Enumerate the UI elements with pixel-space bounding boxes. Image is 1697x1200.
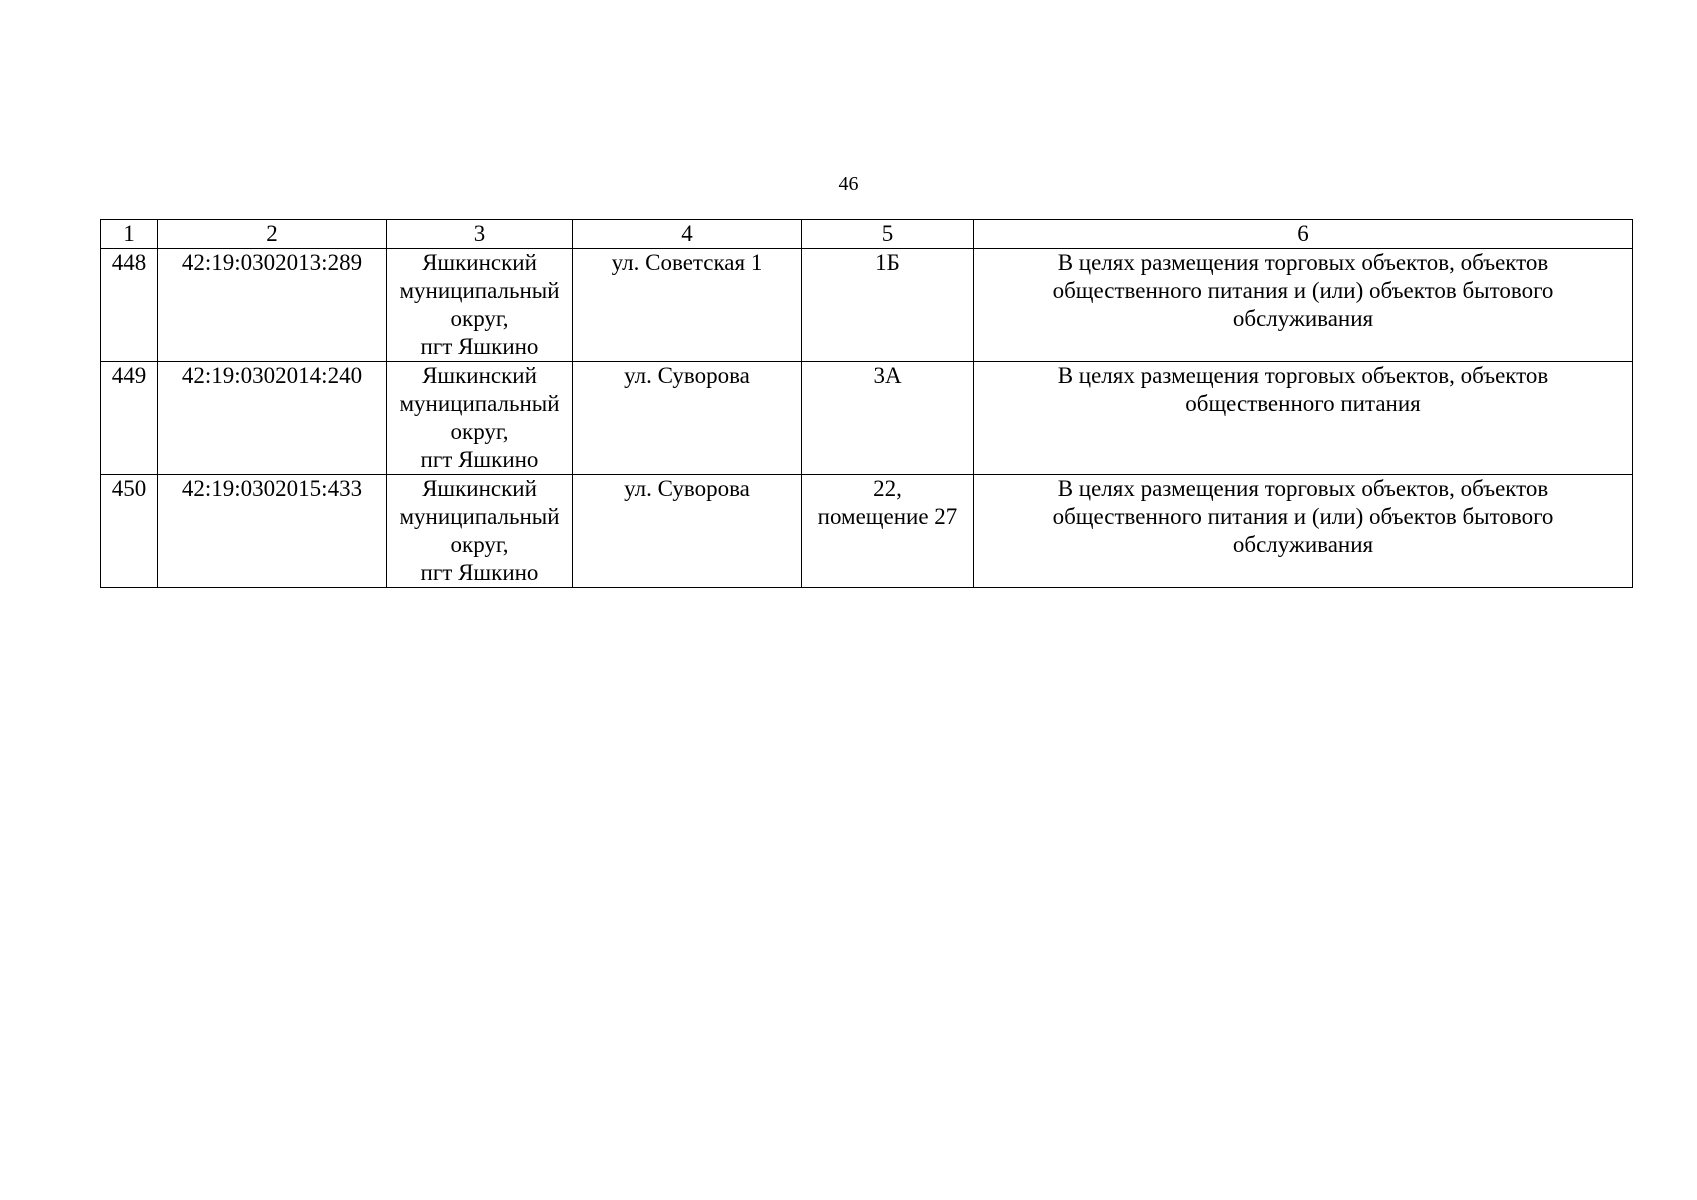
column-header-1: 1 xyxy=(101,220,158,249)
column-header-6: 6 xyxy=(974,220,1633,249)
column-header-4: 4 xyxy=(573,220,802,249)
column-header-3: 3 xyxy=(387,220,573,249)
locality-cell: Яшкинский муниципальный округ, пгт Яшкино xyxy=(387,362,573,475)
land-plots-table xyxy=(100,219,1633,588)
table-row xyxy=(101,362,1633,475)
column-header-2: 2 xyxy=(158,220,387,249)
locality-cell: Яшкинский муниципальный округ, пгт Яшкино xyxy=(387,475,573,588)
house-number-cell: 22, помещение 27 xyxy=(802,475,974,588)
purpose-cell: В целях размещения торговых объектов, объектов общественного питания и (или) объектов бытового обслуживания xyxy=(974,249,1633,362)
table-row xyxy=(101,475,1633,588)
house-number-cell: 1Б xyxy=(802,249,974,362)
purpose-cell: В целях размещения торговых объектов, объектов общественного питания xyxy=(974,362,1633,475)
cadastral-number-cell: 42:19:0302013:289 xyxy=(158,249,387,362)
table-row xyxy=(101,249,1633,362)
row-number-cell: 448 xyxy=(101,249,158,362)
page-number: 46 xyxy=(838,173,859,195)
purpose-cell: В целях размещения торговых объектов, объектов общественного питания и (или) объектов бытового обслуживания xyxy=(974,475,1633,588)
row-number-cell: 449 xyxy=(101,362,158,475)
street-cell: ул. Суворова xyxy=(573,362,802,475)
row-number-cell: 450 xyxy=(101,475,158,588)
house-number-cell: 3А xyxy=(802,362,974,475)
locality-cell: Яшкинский муниципальный округ, пгт Яшкино xyxy=(387,249,573,362)
street-cell: ул. Суворова xyxy=(573,475,802,588)
cadastral-number-cell: 42:19:0302015:433 xyxy=(158,475,387,588)
column-header-5: 5 xyxy=(802,220,974,249)
street-cell: ул. Советская 1 xyxy=(573,249,802,362)
column-number-row xyxy=(101,220,1633,249)
cadastral-number-cell: 42:19:0302014:240 xyxy=(158,362,387,475)
